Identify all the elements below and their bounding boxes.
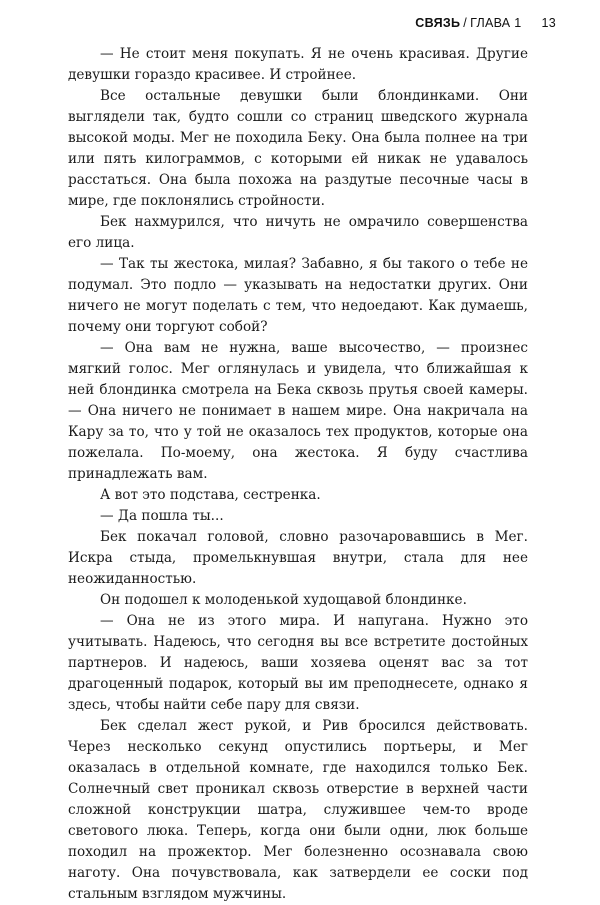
paragraph: — Да пошла ты... — [100, 508, 224, 524]
paragraph: Он подошел к молоденькой худощавой блондинке. — [100, 592, 467, 608]
body-text — [68, 44, 528, 905]
paragraph: — Так ты жестока, милая? Забавно, я бы такого о тебе не подумал. Это подло — указывать на недостатки других. Они ничего не могут поделать с тем, что недоедают. Как думаешь, почему они торгуют собой? — [68, 256, 528, 335]
running-head — [415, 16, 556, 30]
paragraph: А вот это подстава, сестренка. — [100, 487, 321, 503]
paragraph: Бек покачал головой, словно разочаровавшись в Мег. Искра стыда, промелькнувшая внутри, стала для нее неожиданностью. — [68, 529, 528, 587]
paragraph: Все остальные девушки были блондинками. Они выглядели так, будто сошли со страниц шведского журнала высокой моды. Мег не походила Беку. Она была полнее на три или пять килограммов, с которыми ей никак не удавалось расстаться. Она была похожа на раздутые песочные часы в мире, где поклонялись стройности. — [68, 88, 528, 209]
book-title: СВЯЗЬ — [415, 16, 461, 30]
paragraph: — Она вам не нужна, ваше высочество, — произнес мягкий голос. Мег оглянулась и увидела, что ближайшая к ней блондинка смотрела на Бека сквозь прутья своей камеры. — Она ничего не понимает в нашем мире. Она накричала на Кару за то, что у той не оказалось тех продуктов, которые она пожелала. По-моему, она жестока. Я буду счастлива принадлежать вам. — [68, 340, 528, 482]
chapter-label: ГЛАВА 1 — [470, 16, 522, 30]
paragraph: — Не стоит меня покупать. Я не очень красивая. Другие девушки гораздо красивее. И стройнее. — [68, 46, 528, 83]
page-number: 13 — [541, 16, 556, 30]
paragraph: Бек нахмурился, что ничуть не омрачило совершенства его лица. — [68, 214, 528, 251]
paragraph: — Она не из этого мира. И напугана. Нужно это учитывать. Надеюсь, что сегодня вы все встретите достойных партнеров. И надеюсь, ваши хозяева оценят вас за тот драгоценный подарок, который вы им преподнесете, однако я здесь, чтобы найти себе пару для связи. — [68, 613, 528, 713]
paragraph: Бек сделал жест рукой, и Рив бросился действовать. Через несколько секунд опустились портьеры, и Мег оказалась в отдельной комнате, где находился только Бек. Солнечный свет проникал сквозь отверстие в верхней части сложной конструкции шатра, служившее чем-то вроде светового люка. Теперь, когда они были одни, люк больше походил на прожектор. Мег болезненно осознавала свою наготу. Она почувствовала, как затвердели ее соски под стальным взглядом мужчины. — [68, 718, 528, 902]
header-separator: / — [463, 16, 468, 30]
